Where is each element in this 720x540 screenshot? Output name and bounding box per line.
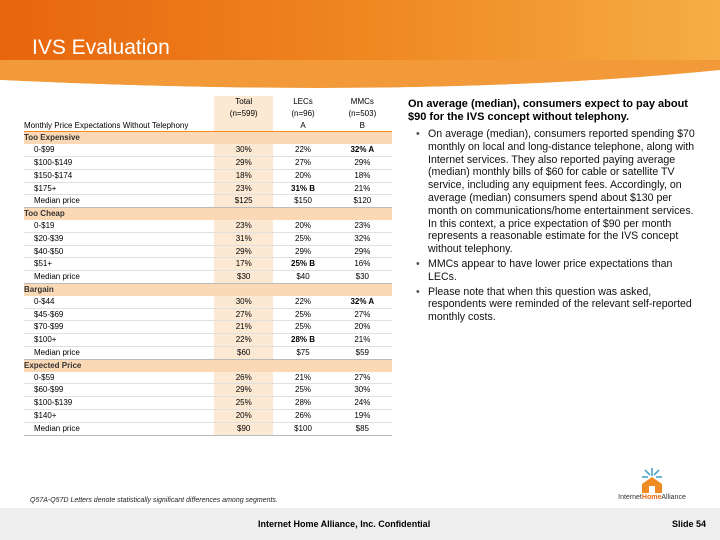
bullet-text: MMCs appear to have lower price expectations than LECs. bbox=[428, 257, 673, 283]
commentary-bullets bbox=[408, 128, 700, 324]
table-cell: 29% bbox=[273, 245, 332, 258]
internet-home-alliance-logo bbox=[604, 464, 700, 508]
table-cell: 25% B bbox=[273, 258, 332, 271]
table-cell: $60 bbox=[214, 346, 273, 359]
table-cell: 25% bbox=[214, 397, 273, 410]
row-title: Monthly Price Expectations Without Telephony bbox=[24, 120, 214, 132]
table-cell: $150 bbox=[273, 195, 332, 208]
table-cell: 17% bbox=[214, 258, 273, 271]
footnote: Q57A-Q57D Letters denote statistically significant differences among segments. bbox=[30, 497, 278, 504]
logo-text bbox=[604, 494, 700, 501]
table-row bbox=[24, 232, 392, 245]
row-label: 0-$99 bbox=[24, 144, 214, 156]
table-row bbox=[24, 296, 392, 308]
table-cell: 22% bbox=[273, 144, 332, 156]
table-cell: 29% bbox=[214, 245, 273, 258]
bullet-item bbox=[408, 258, 700, 284]
table-cell: 25% bbox=[273, 321, 332, 334]
section-header-row bbox=[24, 208, 392, 220]
table-row bbox=[24, 321, 392, 334]
house-icon bbox=[604, 464, 700, 494]
table-cell: 27% bbox=[214, 308, 273, 321]
table-cell: $125 bbox=[214, 195, 273, 208]
table-cell: 27% bbox=[333, 308, 392, 321]
table-cell: 29% bbox=[214, 384, 273, 397]
table-cell: 21% bbox=[214, 321, 273, 334]
table-cell: $85 bbox=[333, 422, 392, 435]
table-cell: 16% bbox=[333, 258, 392, 271]
bullet-text: On average (median), consumers reported spending $70 monthly on local and long-distance telephone, along with Internet services. They also reported paying average (median) monthly bills of $60 for cable or satellite TV service, including any equipment fees. Accordingly, on average (median) consumers spend about $130 per month on communications/home entertainment services. In this context, a price expectation of $90 per month represents a reasonable estimate for the IVS concept without telephony. bbox=[428, 128, 695, 256]
table-cell: $30 bbox=[214, 271, 273, 284]
row-label: Median price bbox=[24, 346, 214, 359]
row-label: Median price bbox=[24, 271, 214, 284]
column-n: (n=96) bbox=[291, 108, 315, 118]
table-cell: $75 bbox=[273, 346, 332, 359]
table-header-spacer bbox=[24, 108, 214, 120]
row-label: $100+ bbox=[24, 334, 214, 347]
column-n: (n=599) bbox=[214, 108, 273, 120]
table-cell: 22% bbox=[214, 334, 273, 347]
page-title: IVS Evaluation bbox=[32, 36, 170, 59]
row-label: 0-$59 bbox=[24, 372, 214, 384]
table-row bbox=[24, 409, 392, 422]
row-label: $60-$99 bbox=[24, 384, 214, 397]
table-row bbox=[24, 144, 392, 156]
table-cell: 23% bbox=[214, 182, 273, 195]
table-letter-row bbox=[24, 120, 392, 132]
header-swoosh bbox=[0, 60, 720, 100]
table-cell: 28% B bbox=[273, 334, 332, 347]
row-label: $40-$50 bbox=[24, 245, 214, 258]
table-cell: 20% bbox=[214, 409, 273, 422]
table-row bbox=[24, 245, 392, 258]
table-cell: 23% bbox=[214, 220, 273, 232]
table-cell: 21% bbox=[273, 372, 332, 384]
commentary-panel bbox=[408, 98, 700, 326]
row-label: $140+ bbox=[24, 409, 214, 422]
table-row bbox=[24, 422, 392, 435]
table-row bbox=[24, 156, 392, 169]
table-cell: 32% bbox=[333, 232, 392, 245]
section-header-row bbox=[24, 132, 392, 144]
table-cell: 29% bbox=[333, 245, 392, 258]
table-cell: 27% bbox=[333, 372, 392, 384]
row-label: $20-$39 bbox=[24, 232, 214, 245]
table-cell: $100 bbox=[273, 422, 332, 435]
section-title: Too Expensive bbox=[24, 132, 392, 144]
footer-confidential: Internet Home Alliance, Inc. Confidential bbox=[258, 519, 431, 529]
table-n-row bbox=[24, 108, 392, 120]
slide-number: Slide 54 bbox=[672, 519, 707, 529]
table-cell: 18% bbox=[333, 169, 392, 182]
row-label: $150-$174 bbox=[24, 169, 214, 182]
table-cell: 26% bbox=[214, 372, 273, 384]
table-row bbox=[24, 334, 392, 347]
table-cell: 20% bbox=[333, 321, 392, 334]
row-label: $175+ bbox=[24, 182, 214, 195]
table-row bbox=[24, 182, 392, 195]
table-cell: 28% bbox=[273, 397, 332, 410]
table-cell: 25% bbox=[273, 384, 332, 397]
bullet-item bbox=[408, 128, 700, 256]
row-label: $51+ bbox=[24, 258, 214, 271]
row-label: Median price bbox=[24, 195, 214, 208]
table-row bbox=[24, 372, 392, 384]
row-label: Median price bbox=[24, 422, 214, 435]
bullet-icon: • bbox=[416, 257, 420, 270]
table-cell: 25% bbox=[273, 232, 332, 245]
table-cell: 29% bbox=[214, 156, 273, 169]
table-cell: 24% bbox=[333, 397, 392, 410]
logo-text-alliance: Alliance bbox=[661, 494, 686, 501]
row-label: 0-$19 bbox=[24, 220, 214, 232]
table-cell: 27% bbox=[273, 156, 332, 169]
section-header-row bbox=[24, 283, 392, 295]
table-cell: 31% B bbox=[273, 182, 332, 195]
column-header: MMCs bbox=[350, 97, 374, 106]
bullet-icon: • bbox=[416, 128, 420, 140]
price-expectations-table bbox=[24, 96, 392, 436]
bullet-icon: • bbox=[416, 285, 420, 298]
table-row bbox=[24, 169, 392, 182]
section-title: Bargain bbox=[24, 283, 392, 295]
column-letter: A bbox=[273, 120, 332, 132]
table-row bbox=[24, 258, 392, 271]
table-row bbox=[24, 346, 392, 359]
table-cell: 18% bbox=[214, 169, 273, 182]
table-cell: $90 bbox=[214, 422, 273, 435]
table-cell: 22% bbox=[273, 296, 332, 308]
table-cell: 29% bbox=[333, 156, 392, 169]
bullet-item bbox=[408, 286, 700, 324]
logo-text-home: Home bbox=[641, 494, 662, 501]
table-cell: 20% bbox=[273, 220, 332, 232]
table-header-row bbox=[24, 96, 392, 108]
row-label: $100-$139 bbox=[24, 397, 214, 410]
column-letter bbox=[214, 120, 273, 132]
column-letter: B bbox=[333, 120, 392, 132]
table-row bbox=[24, 195, 392, 208]
column-header: Total bbox=[214, 96, 273, 108]
table-row bbox=[24, 308, 392, 321]
row-label: $100-$149 bbox=[24, 156, 214, 169]
table-cell: 26% bbox=[273, 409, 332, 422]
row-label: $45-$69 bbox=[24, 308, 214, 321]
table-row bbox=[24, 271, 392, 284]
table-row bbox=[24, 220, 392, 232]
table-cell: 21% bbox=[333, 334, 392, 347]
table-cell: $120 bbox=[333, 195, 392, 208]
bullet-text: Please note that when this question was asked, respondents were reminded of the relevant self-reported monthly costs. bbox=[428, 285, 692, 324]
table-cell: 23% bbox=[333, 220, 392, 232]
column-header: LECs bbox=[293, 97, 313, 106]
table-cell: 21% bbox=[333, 182, 392, 195]
section-title: Too Cheap bbox=[24, 208, 392, 220]
table-cell: 32% A bbox=[333, 296, 392, 308]
logo-text-internet: Internet bbox=[618, 494, 642, 501]
table-cell: $40 bbox=[273, 271, 332, 284]
table-cell: 30% bbox=[333, 384, 392, 397]
table-header-spacer bbox=[24, 96, 214, 108]
table-cell: 32% A bbox=[333, 144, 392, 156]
table-cell: 25% bbox=[273, 308, 332, 321]
section-header-row bbox=[24, 359, 392, 371]
table-cell: 20% bbox=[273, 169, 332, 182]
table-cell: 31% bbox=[214, 232, 273, 245]
table-cell: 19% bbox=[333, 409, 392, 422]
table-cell: 30% bbox=[214, 296, 273, 308]
table-cell: 30% bbox=[214, 144, 273, 156]
row-label: $70-$99 bbox=[24, 321, 214, 334]
commentary-lead: On average (median), consumers expect to pay about $90 for the IVS concept without telephony. bbox=[408, 98, 688, 123]
table-row bbox=[24, 397, 392, 410]
table-row bbox=[24, 384, 392, 397]
table-cell: $30 bbox=[333, 271, 392, 284]
row-label: 0-$44 bbox=[24, 296, 214, 308]
column-n: (n=503) bbox=[348, 108, 377, 118]
table-cell: $59 bbox=[333, 346, 392, 359]
section-title: Expected Price bbox=[24, 359, 392, 371]
